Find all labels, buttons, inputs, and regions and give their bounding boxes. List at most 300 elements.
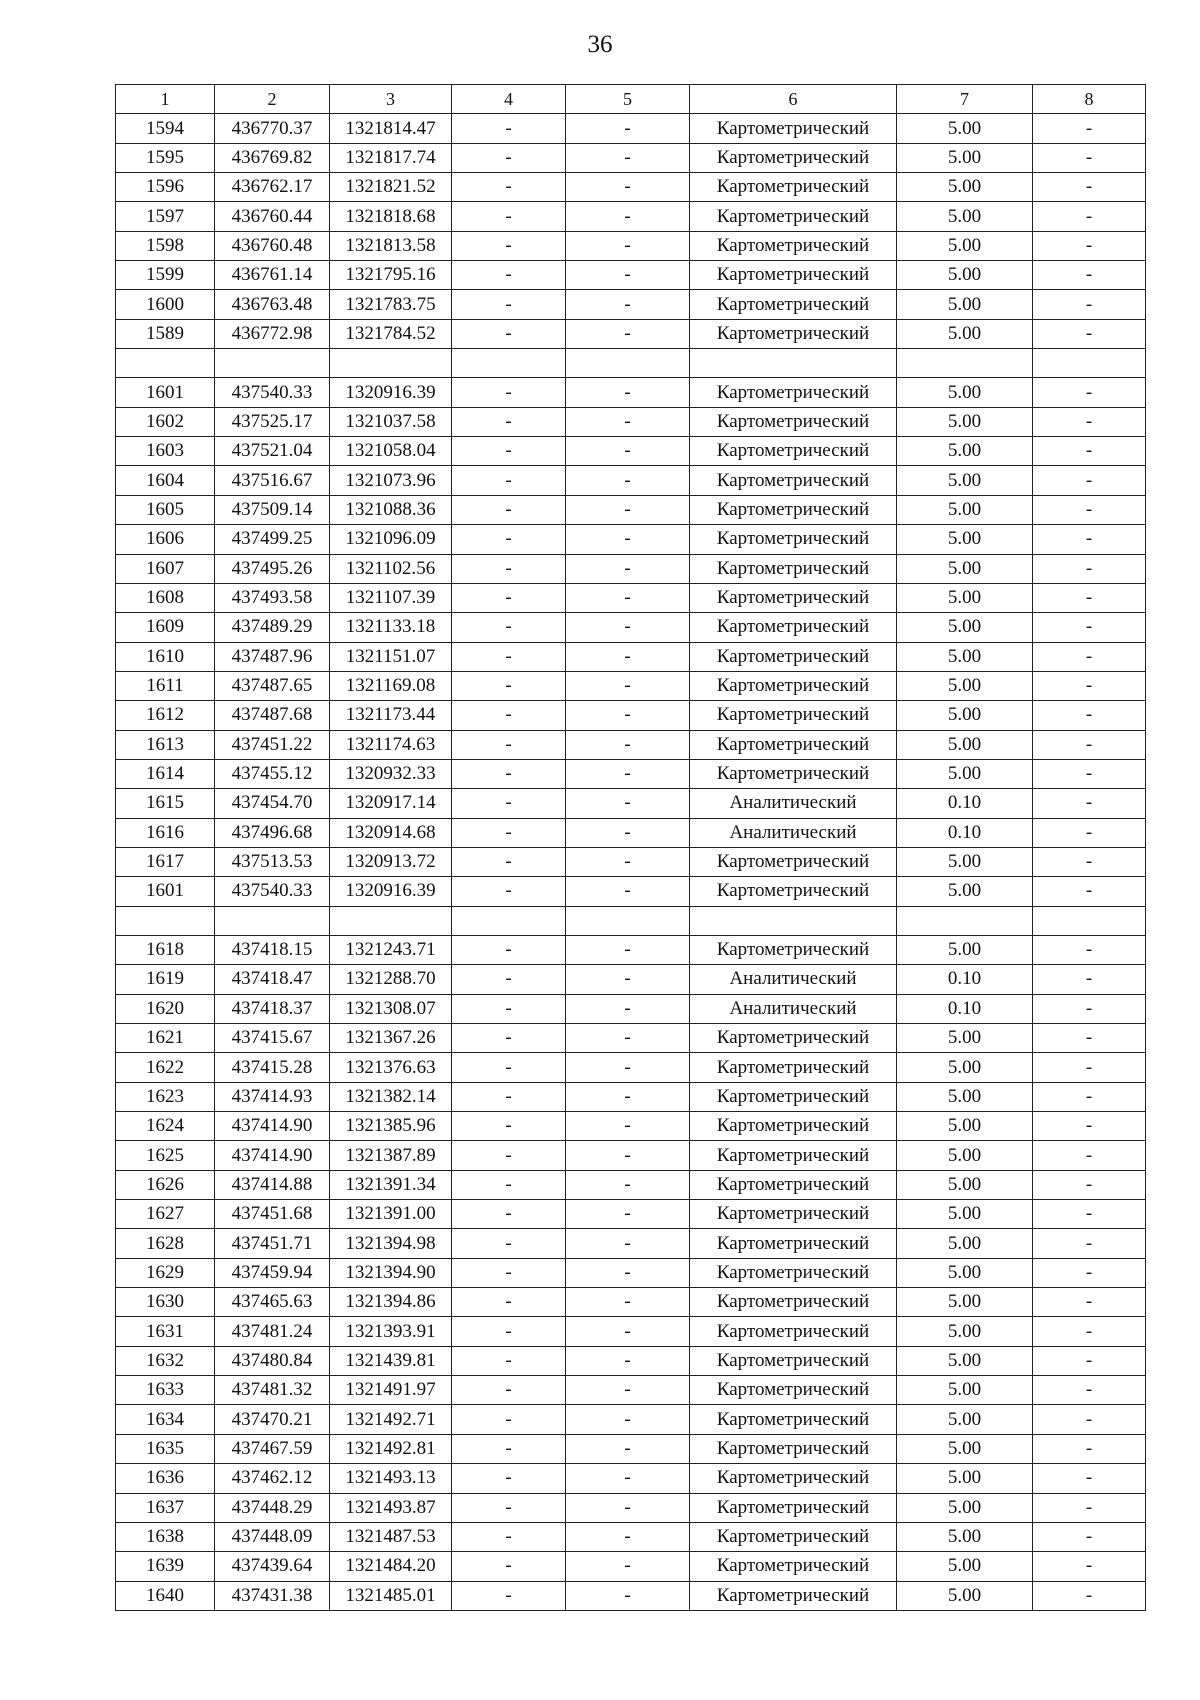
cell-coord-y: 1321107.39 xyxy=(330,583,452,612)
cell-point-number: 1626 xyxy=(116,1170,215,1199)
cell-col-5: - xyxy=(566,642,690,671)
cell-col-4: - xyxy=(452,1317,566,1346)
table-row xyxy=(116,935,1146,964)
cell-col-4: - xyxy=(452,935,566,964)
cell-method: Картометрический xyxy=(690,701,897,730)
cell-col-4: - xyxy=(452,613,566,642)
cell-accuracy: 5.00 xyxy=(897,1552,1033,1581)
cell-coord-x: 437418.15 xyxy=(215,935,330,964)
cell-col-8: - xyxy=(1033,1200,1146,1229)
cell-accuracy: 5.00 xyxy=(897,525,1033,554)
cell-point-number: 1611 xyxy=(116,671,215,700)
cell-col-4: - xyxy=(452,1200,566,1229)
cell-col-4: - xyxy=(452,202,566,231)
cell-col-4: - xyxy=(452,1434,566,1463)
cell-coord-x: 437489.29 xyxy=(215,613,330,642)
cell-accuracy: 0.10 xyxy=(897,994,1033,1023)
cell-col-5: - xyxy=(566,701,690,730)
cell-col-8: - xyxy=(1033,877,1146,906)
cell-col-4: - xyxy=(452,701,566,730)
cell-col-5: - xyxy=(566,290,690,319)
cell-coord-x: 437467.59 xyxy=(215,1434,330,1463)
cell-method xyxy=(690,349,897,378)
cell-point-number: 1621 xyxy=(116,1024,215,1053)
cell-point-number xyxy=(116,349,215,378)
cell-accuracy: 5.00 xyxy=(897,202,1033,231)
cell-method: Картометрический xyxy=(690,378,897,407)
cell-coord-y: 1321493.87 xyxy=(330,1493,452,1522)
cell-col-8: - xyxy=(1033,114,1146,143)
cell-point-number: 1624 xyxy=(116,1112,215,1141)
table-separator-row xyxy=(116,906,1146,935)
cell-col-8: - xyxy=(1033,1170,1146,1199)
cell-coord-y: 1321783.75 xyxy=(330,290,452,319)
cell-point-number: 1612 xyxy=(116,701,215,730)
cell-col-8: - xyxy=(1033,407,1146,436)
cell-coord-y: 1321393.91 xyxy=(330,1317,452,1346)
cell-point-number: 1616 xyxy=(116,818,215,847)
cell-col-5: - xyxy=(566,1434,690,1463)
cell-col-8: - xyxy=(1033,290,1146,319)
cell-method: Картометрический xyxy=(690,1024,897,1053)
cell-point-number: 1617 xyxy=(116,847,215,876)
cell-col-8: - xyxy=(1033,202,1146,231)
cell-point-number: 1637 xyxy=(116,1493,215,1522)
cell-col-4: - xyxy=(452,847,566,876)
table-row xyxy=(116,1170,1146,1199)
table-row xyxy=(116,1024,1146,1053)
cell-coord-y: 1321391.34 xyxy=(330,1170,452,1199)
cell-point-number: 1633 xyxy=(116,1376,215,1405)
cell-col-5: - xyxy=(566,173,690,202)
cell-method: Картометрический xyxy=(690,231,897,260)
cell-col-5: - xyxy=(566,1053,690,1082)
table-row xyxy=(116,1434,1146,1463)
cell-col-4 xyxy=(452,906,566,935)
cell-col-4: - xyxy=(452,730,566,759)
table-row xyxy=(116,789,1146,818)
table-row xyxy=(116,143,1146,172)
cell-col-8: - xyxy=(1033,1346,1146,1375)
cell-accuracy: 5.00 xyxy=(897,877,1033,906)
cell-method: Картометрический xyxy=(690,642,897,671)
cell-col-8: - xyxy=(1033,583,1146,612)
table-row xyxy=(116,1082,1146,1111)
cell-col-4: - xyxy=(452,642,566,671)
cell-coord-x: 436772.98 xyxy=(215,319,330,348)
cell-col-5: - xyxy=(566,877,690,906)
cell-method: Картометрический xyxy=(690,554,897,583)
cell-point-number: 1603 xyxy=(116,437,215,466)
column-header: 5 xyxy=(566,85,690,114)
cell-coord-x: 436770.37 xyxy=(215,114,330,143)
table-row xyxy=(116,701,1146,730)
cell-accuracy: 0.10 xyxy=(897,818,1033,847)
table-separator-row xyxy=(116,349,1146,378)
cell-coord-x: 437481.32 xyxy=(215,1376,330,1405)
cell-method: Аналитический xyxy=(690,818,897,847)
cell-col-5: - xyxy=(566,1288,690,1317)
cell-point-number: 1638 xyxy=(116,1522,215,1551)
cell-method: Картометрический xyxy=(690,437,897,466)
cell-coord-x: 437470.21 xyxy=(215,1405,330,1434)
cell-col-4: - xyxy=(452,1376,566,1405)
table-row xyxy=(116,877,1146,906)
cell-point-number: 1620 xyxy=(116,994,215,1023)
cell-col-5: - xyxy=(566,1464,690,1493)
cell-coord-y: 1321818.68 xyxy=(330,202,452,231)
cell-col-8: - xyxy=(1033,437,1146,466)
table-row xyxy=(116,290,1146,319)
cell-col-8: - xyxy=(1033,378,1146,407)
table-row xyxy=(116,261,1146,290)
cell-col-4: - xyxy=(452,818,566,847)
cell-accuracy: 0.10 xyxy=(897,789,1033,818)
cell-col-5: - xyxy=(566,1141,690,1170)
cell-method: Картометрический xyxy=(690,1288,897,1317)
cell-coord-x: 437439.64 xyxy=(215,1552,330,1581)
cell-col-8: - xyxy=(1033,1317,1146,1346)
cell-method: Аналитический xyxy=(690,965,897,994)
cell-accuracy: 5.00 xyxy=(897,231,1033,260)
cell-col-8: - xyxy=(1033,1112,1146,1141)
cell-col-8: - xyxy=(1033,935,1146,964)
cell-point-number: 1625 xyxy=(116,1141,215,1170)
cell-accuracy: 5.00 xyxy=(897,173,1033,202)
cell-coord-y: 1321439.81 xyxy=(330,1346,452,1375)
cell-col-5: - xyxy=(566,1552,690,1581)
cell-accuracy: 5.00 xyxy=(897,671,1033,700)
cell-accuracy: 5.00 xyxy=(897,1112,1033,1141)
table-row xyxy=(116,114,1146,143)
cell-coord-y: 1321491.97 xyxy=(330,1376,452,1405)
cell-accuracy: 5.00 xyxy=(897,319,1033,348)
cell-coord-y: 1321376.63 xyxy=(330,1053,452,1082)
cell-accuracy: 5.00 xyxy=(897,1434,1033,1463)
cell-col-4: - xyxy=(452,1082,566,1111)
cell-point-number: 1614 xyxy=(116,759,215,788)
cell-col-5: - xyxy=(566,261,690,290)
cell-accuracy: 5.00 xyxy=(897,114,1033,143)
column-header: 2 xyxy=(215,85,330,114)
column-header: 8 xyxy=(1033,85,1146,114)
cell-col-4: - xyxy=(452,1493,566,1522)
cell-col-4: - xyxy=(452,290,566,319)
cell-col-8: - xyxy=(1033,1053,1146,1082)
cell-accuracy: 5.00 xyxy=(897,437,1033,466)
cell-method: Картометрический xyxy=(690,114,897,143)
cell-col-8: - xyxy=(1033,818,1146,847)
cell-col-8: - xyxy=(1033,789,1146,818)
cell-coord-x: 437414.93 xyxy=(215,1082,330,1111)
cell-accuracy: 5.00 xyxy=(897,1024,1033,1053)
cell-accuracy: 5.00 xyxy=(897,1464,1033,1493)
table-row xyxy=(116,1376,1146,1405)
cell-col-8: - xyxy=(1033,1229,1146,1258)
cell-accuracy: 5.00 xyxy=(897,407,1033,436)
cell-coord-y: 1321795.16 xyxy=(330,261,452,290)
cell-coord-x: 437516.67 xyxy=(215,466,330,495)
cell-coord-x: 437451.22 xyxy=(215,730,330,759)
table-row xyxy=(116,642,1146,671)
cell-point-number: 1627 xyxy=(116,1200,215,1229)
cell-coord-x: 437495.26 xyxy=(215,554,330,583)
cell-coord-y: 1321174.63 xyxy=(330,730,452,759)
cell-accuracy: 5.00 xyxy=(897,1141,1033,1170)
cell-accuracy xyxy=(897,906,1033,935)
cell-col-4: - xyxy=(452,759,566,788)
cell-col-4: - xyxy=(452,554,566,583)
cell-col-8: - xyxy=(1033,319,1146,348)
cell-col-8: - xyxy=(1033,1434,1146,1463)
cell-coord-y: 1321151.07 xyxy=(330,642,452,671)
cell-coord-x: 437513.53 xyxy=(215,847,330,876)
cell-col-8: - xyxy=(1033,642,1146,671)
cell-coord-y: 1321173.44 xyxy=(330,701,452,730)
cell-coord-y: 1321088.36 xyxy=(330,495,452,524)
cell-coord-x: 437481.24 xyxy=(215,1317,330,1346)
cell-col-5: - xyxy=(566,1229,690,1258)
cell-coord-y: 1320932.33 xyxy=(330,759,452,788)
cell-accuracy: 5.00 xyxy=(897,261,1033,290)
cell-accuracy: 5.00 xyxy=(897,378,1033,407)
cell-col-4: - xyxy=(452,1229,566,1258)
cell-point-number: 1618 xyxy=(116,935,215,964)
cell-col-5: - xyxy=(566,1200,690,1229)
table-row xyxy=(116,1552,1146,1581)
cell-accuracy: 5.00 xyxy=(897,583,1033,612)
cell-method: Картометрический xyxy=(690,202,897,231)
cell-method: Картометрический xyxy=(690,1522,897,1551)
cell-accuracy: 5.00 xyxy=(897,1581,1033,1610)
cell-method: Картометрический xyxy=(690,1405,897,1434)
cell-col-5: - xyxy=(566,730,690,759)
cell-coord-x: 437418.47 xyxy=(215,965,330,994)
table-row xyxy=(116,847,1146,876)
table-row xyxy=(116,1200,1146,1229)
cell-col-8: - xyxy=(1033,847,1146,876)
cell-coord-x: 437480.84 xyxy=(215,1346,330,1375)
table-row xyxy=(116,495,1146,524)
cell-coord-y: 1321821.52 xyxy=(330,173,452,202)
cell-col-5: - xyxy=(566,1493,690,1522)
cell-point-number: 1630 xyxy=(116,1288,215,1317)
cell-point-number: 1606 xyxy=(116,525,215,554)
cell-coord-y: 1321073.96 xyxy=(330,466,452,495)
table-body xyxy=(116,114,1146,1611)
cell-col-5: - xyxy=(566,1082,690,1111)
cell-coord-y: 1321387.89 xyxy=(330,1141,452,1170)
cell-col-5: - xyxy=(566,935,690,964)
cell-col-4: - xyxy=(452,1552,566,1581)
cell-col-5: - xyxy=(566,671,690,700)
cell-coord-y: 1321394.98 xyxy=(330,1229,452,1258)
cell-col-5: - xyxy=(566,1258,690,1287)
cell-point-number: 1622 xyxy=(116,1053,215,1082)
cell-coord-y: 1321813.58 xyxy=(330,231,452,260)
cell-accuracy xyxy=(897,349,1033,378)
cell-col-5: - xyxy=(566,466,690,495)
cell-method: Картометрический xyxy=(690,1258,897,1287)
cell-col-8: - xyxy=(1033,231,1146,260)
cell-col-4: - xyxy=(452,671,566,700)
cell-col-5: - xyxy=(566,143,690,172)
cell-col-8: - xyxy=(1033,1082,1146,1111)
cell-col-8 xyxy=(1033,906,1146,935)
cell-col-8: - xyxy=(1033,671,1146,700)
column-header: 1 xyxy=(116,85,215,114)
cell-coord-x: 437448.09 xyxy=(215,1522,330,1551)
cell-point-number: 1598 xyxy=(116,231,215,260)
cell-col-4: - xyxy=(452,1170,566,1199)
cell-col-5: - xyxy=(566,583,690,612)
cell-coord-x: 437415.28 xyxy=(215,1053,330,1082)
table-row xyxy=(116,202,1146,231)
cell-coord-x: 437448.29 xyxy=(215,1493,330,1522)
cell-col-8: - xyxy=(1033,759,1146,788)
cell-col-8: - xyxy=(1033,1493,1146,1522)
cell-col-5: - xyxy=(566,231,690,260)
cell-method: Картометрический xyxy=(690,261,897,290)
cell-method: Картометрический xyxy=(690,1434,897,1463)
table-row xyxy=(116,994,1146,1023)
cell-col-8: - xyxy=(1033,1552,1146,1581)
cell-coord-y: 1320914.68 xyxy=(330,818,452,847)
cell-point-number: 1600 xyxy=(116,290,215,319)
cell-method: Картометрический xyxy=(690,1112,897,1141)
cell-coord-x: 437459.94 xyxy=(215,1258,330,1287)
table-row xyxy=(116,1258,1146,1287)
table-row xyxy=(116,554,1146,583)
cell-col-5: - xyxy=(566,407,690,436)
cell-coord-x: 437493.58 xyxy=(215,583,330,612)
cell-col-5: - xyxy=(566,378,690,407)
cell-coord-x: 436762.17 xyxy=(215,173,330,202)
table-row xyxy=(116,1464,1146,1493)
cell-coord-x: 436761.14 xyxy=(215,261,330,290)
cell-coord-y: 1321133.18 xyxy=(330,613,452,642)
cell-col-4: - xyxy=(452,407,566,436)
cell-col-8: - xyxy=(1033,173,1146,202)
cell-method: Картометрический xyxy=(690,1493,897,1522)
cell-accuracy: 5.00 xyxy=(897,1522,1033,1551)
cell-col-4: - xyxy=(452,525,566,554)
cell-col-5: - xyxy=(566,1522,690,1551)
cell-coord-x: 437462.12 xyxy=(215,1464,330,1493)
cell-coord-y: 1320916.39 xyxy=(330,877,452,906)
cell-coord-y: 1321394.86 xyxy=(330,1288,452,1317)
cell-accuracy: 5.00 xyxy=(897,1053,1033,1082)
cell-accuracy: 5.00 xyxy=(897,730,1033,759)
cell-col-4: - xyxy=(452,1258,566,1287)
table-row xyxy=(116,1053,1146,1082)
table-header-row xyxy=(116,85,1146,114)
cell-col-8: - xyxy=(1033,1522,1146,1551)
cell-col-4: - xyxy=(452,1581,566,1610)
cell-col-8: - xyxy=(1033,1405,1146,1434)
cell-col-4: - xyxy=(452,1464,566,1493)
cell-col-5: - xyxy=(566,1405,690,1434)
table-row xyxy=(116,1229,1146,1258)
cell-col-5: - xyxy=(566,789,690,818)
cell-accuracy: 5.00 xyxy=(897,1082,1033,1111)
column-header: 6 xyxy=(690,85,897,114)
cell-col-4: - xyxy=(452,261,566,290)
cell-col-5: - xyxy=(566,994,690,1023)
table-row xyxy=(116,1112,1146,1141)
cell-col-4: - xyxy=(452,319,566,348)
cell-point-number: 1619 xyxy=(116,965,215,994)
table-row xyxy=(116,730,1146,759)
cell-coord-y: 1321487.53 xyxy=(330,1522,452,1551)
cell-method: Картометрический xyxy=(690,671,897,700)
cell-coord-y: 1321784.52 xyxy=(330,319,452,348)
cell-col-5: - xyxy=(566,114,690,143)
cell-coord-y: 1321096.09 xyxy=(330,525,452,554)
cell-col-8: - xyxy=(1033,261,1146,290)
cell-coord-x: 437540.33 xyxy=(215,877,330,906)
coordinates-table xyxy=(115,84,1146,1611)
cell-col-4: - xyxy=(452,173,566,202)
cell-point-number: 1589 xyxy=(116,319,215,348)
cell-col-8: - xyxy=(1033,701,1146,730)
cell-coord-y: 1320913.72 xyxy=(330,847,452,876)
cell-col-8: - xyxy=(1033,613,1146,642)
cell-coord-x: 437525.17 xyxy=(215,407,330,436)
cell-col-8: - xyxy=(1033,1024,1146,1053)
table-row xyxy=(116,319,1146,348)
cell-accuracy: 5.00 xyxy=(897,759,1033,788)
cell-coord-y: 1321817.74 xyxy=(330,143,452,172)
cell-col-5: - xyxy=(566,1170,690,1199)
cell-method: Картометрический xyxy=(690,143,897,172)
cell-method: Картометрический xyxy=(690,1552,897,1581)
cell-col-4: - xyxy=(452,495,566,524)
table-row xyxy=(116,818,1146,847)
cell-coord-x: 437414.90 xyxy=(215,1112,330,1141)
cell-coord-x: 437451.68 xyxy=(215,1200,330,1229)
cell-point-number: 1634 xyxy=(116,1405,215,1434)
table-row xyxy=(116,1493,1146,1522)
cell-coord-y: 1321169.08 xyxy=(330,671,452,700)
cell-point-number: 1640 xyxy=(116,1581,215,1610)
cell-col-8 xyxy=(1033,349,1146,378)
table-row xyxy=(116,1288,1146,1317)
cell-accuracy: 5.00 xyxy=(897,1200,1033,1229)
cell-col-5: - xyxy=(566,202,690,231)
column-header: 7 xyxy=(897,85,1033,114)
cell-coord-x: 436760.48 xyxy=(215,231,330,260)
cell-coord-x: 437521.04 xyxy=(215,437,330,466)
cell-col-8: - xyxy=(1033,1288,1146,1317)
cell-col-8: - xyxy=(1033,143,1146,172)
table-row xyxy=(116,1317,1146,1346)
cell-accuracy: 5.00 xyxy=(897,1346,1033,1375)
cell-method: Картометрический xyxy=(690,1581,897,1610)
cell-point-number: 1605 xyxy=(116,495,215,524)
cell-col-4: - xyxy=(452,789,566,818)
cell-col-5: - xyxy=(566,1346,690,1375)
cell-col-5: - xyxy=(566,1317,690,1346)
cell-method: Картометрический xyxy=(690,1141,897,1170)
cell-col-5: - xyxy=(566,1581,690,1610)
cell-accuracy: 5.00 xyxy=(897,290,1033,319)
cell-coord-x: 437487.65 xyxy=(215,671,330,700)
cell-col-4: - xyxy=(452,437,566,466)
cell-col-8: - xyxy=(1033,994,1146,1023)
cell-coord-y: 1321308.07 xyxy=(330,994,452,1023)
cell-coord-y: 1321492.81 xyxy=(330,1434,452,1463)
